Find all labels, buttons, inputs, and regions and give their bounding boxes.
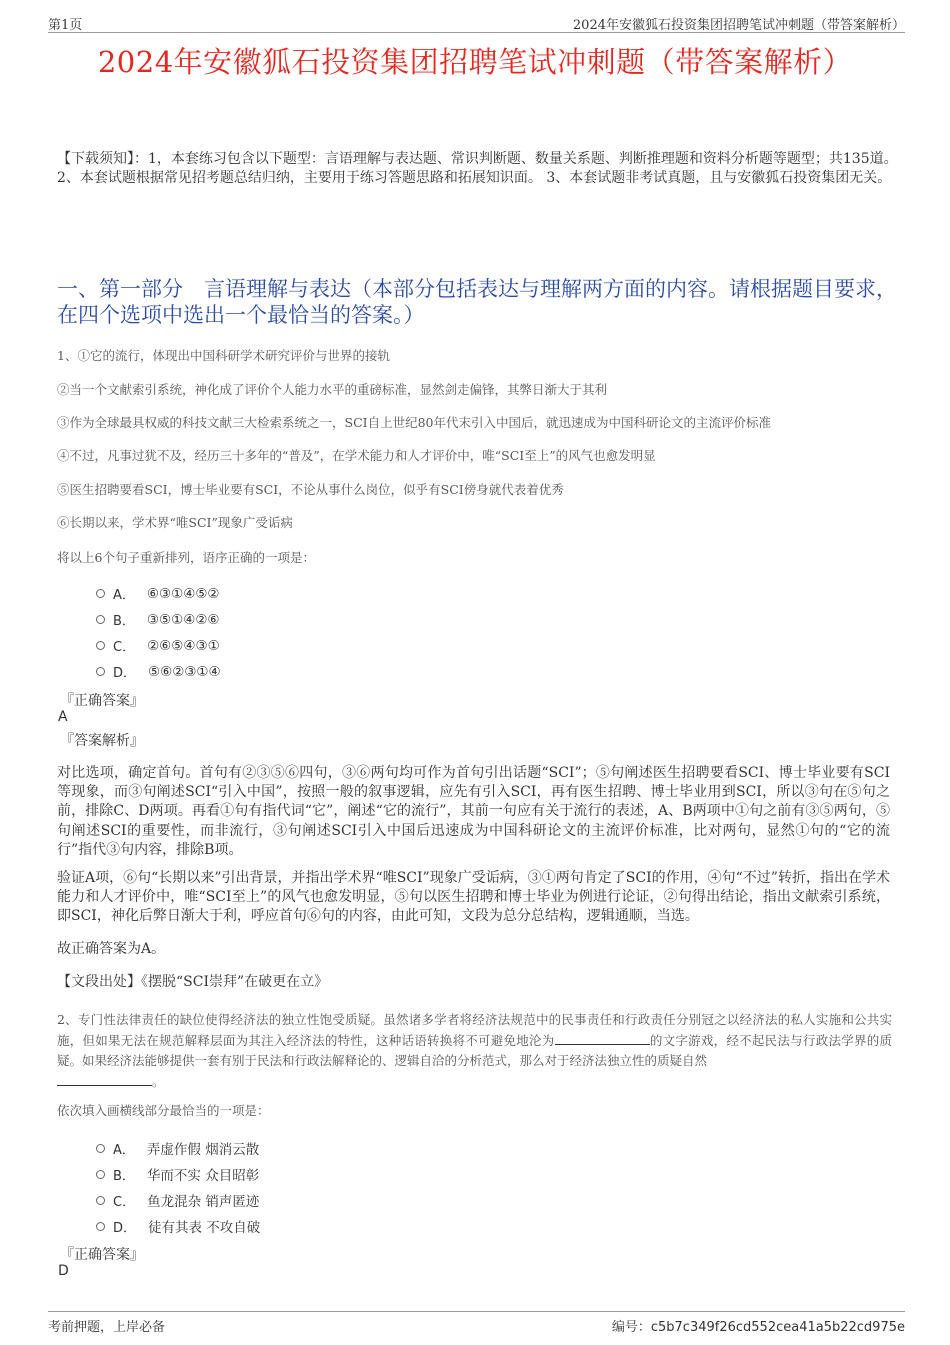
radio-icon[interactable] (96, 1144, 105, 1153)
q2-option-c[interactable]: C． 鱼龙混杂 销声匿迹 (96, 1190, 259, 1210)
q1-answer: A (58, 709, 68, 725)
q1-sentence-5: ⑤医生招聘要看SCI，博士毕业要有SCI，不论从事什么岗位，似乎有SCI傍身就代表着优秀 (57, 482, 564, 497)
q1-option-a[interactable]: A． ⑥③①④⑤② (96, 584, 220, 603)
header-doc-title: 2024年安徽狐石投资集团招聘笔试冲刺题（带答案解析） (572, 18, 905, 33)
q1-option-b[interactable]: B． ③⑤①④②⑥ (96, 610, 220, 629)
q1-sentence-3: ③作为全球最具权威的科技文献三大检索系统之一，SCI自上世纪80年代末引入中国后，就迅速成为中国科研论文的主流评价标准 (57, 415, 771, 430)
q1-sentence-1: 1、①它的流行，体现出中国科研学术研究评价与世界的接轨 (57, 348, 390, 363)
page-header (48, 10, 905, 33)
q2-prompt: 依次填入画横线部分最恰当的一项是： (57, 1103, 270, 1118)
q1-analysis-para-1: 对比选项，确定首句。首句有②③⑤⑥四句，③⑥两句均可作为首句引出话题“SCI”；⑤句阐述医生招聘要看SCI、博士毕业要有SCI等现象，而③句阐述SCI“引入中国”，按照一般的叙事逻辑，应先有引入SCI，再有医生招聘、博士毕业用到SCI，所以③句在⑤句之前，排除C、D两项。再看①句有指代词“它”，阐述“它的流行”，其前一句应有关于流行的表述，A、B两项中①句之前有③⑤两句，⑤句阐述SCI的重要性，而非流行，③句阐述SCI引入中国后迅速成为中国科研论文的主流评价标准，比对两句，显然①句的“它的流行”指代③句内容，排除B项。 (57, 765, 890, 858)
radio-icon[interactable] (96, 641, 105, 650)
radio-icon[interactable] (96, 1222, 105, 1231)
radio-icon[interactable] (96, 1170, 105, 1179)
footer-slogan: 考前押题，上岸必备 (48, 1320, 166, 1335)
page-footer (48, 1311, 905, 1335)
blank-line-1[interactable] (555, 1033, 650, 1045)
q1-answer-label: 『正确答案』 (60, 693, 144, 709)
q2-stem: 2、专门性法律责任的缺位使得经济法的独立性饱受质疑。虽然诸多学者将经济法规范中的民事责任和行政责任分别冠之以经济法的私人实施和公共实施，但如果无法在规范解释层面为其注入经济法的特性，这种话语转换将不可避免地沦为 的文字游戏，经不起民法与行政法学界的质疑。如果经济法能够提供一套有别于民法和行政法解释论的、逻辑自洽的分析范式，那么对于经济法独立性的质疑自然 。 (57, 1012, 892, 1089)
q2-option-b[interactable]: B． 华而不实 众目昭彰 (96, 1164, 259, 1184)
radio-icon[interactable] (96, 1196, 105, 1205)
q1-sentence-2: ②当一个文献索引系统，神化成了评价个人能力水平的重磅标准，显然剑走偏锋，其弊日渐大于其利 (57, 382, 608, 397)
q2-answer: D (58, 1263, 69, 1279)
q2-option-a[interactable]: A． 弄虚作假 烟消云散 (96, 1138, 259, 1158)
q1-prompt: 将以上6个句子重新排列，语序正确的一项是： (57, 550, 315, 565)
blank-line-2[interactable] (57, 1074, 152, 1086)
q1-option-c[interactable]: C． ②⑥⑤④③① (96, 636, 220, 655)
radio-icon[interactable] (96, 667, 105, 676)
section-heading: 一、第一部分 言语理解与表达（本部分包括表达与理解两方面的内容。请根据题目要求，在四个选项中选出一个最恰当的答案。） (57, 277, 897, 327)
q1-analysis-para-2: 验证A项，⑥句“长期以来”引出背景，并指出学术界“唯SCI”现象广受诟病，③①两句肯定了SCI的作用，④句“不过”转折，指出在学术能力和人才评价中，唯“SCI至上”的风气也愈发明显，⑤句以医生招聘和博士毕业为例进行论证，②句得出结论，指出文献索引系统，即SCI，神化后弊日渐大于利，呼应首句⑥句的内容，由此可知，文段为总分总结构，逻辑通顺，当选。 (57, 870, 890, 925)
q2-answer-label: 『正确答案』 (60, 1247, 144, 1263)
q1-sentence-4: ④不过，凡事过犹不及，经历三十多年的“普及”，在学术能力和人才评价中，唯“SCI至上”的风气也愈发明显 (57, 448, 656, 463)
q1-analysis-para-3: 故正确答案为A。 (57, 941, 166, 957)
q1-option-d[interactable]: D． ⑤⑥②③①④ (96, 662, 221, 681)
radio-icon[interactable] (96, 615, 105, 624)
page-number: 第1页 (48, 18, 83, 33)
q2-option-d[interactable]: D． 徒有其表 不攻自破 (96, 1216, 260, 1236)
radio-icon[interactable] (96, 589, 105, 598)
page-title: 2024年安徽狐石投资集团招聘笔试冲刺题（带答案解析） (97, 45, 853, 79)
download-notice: 【下载须知】：1，本套练习包含以下题型：言语理解与表达题、常识判断题、数量关系题、判断推理题和资料分析题等题型；共135道。 2、本套试题根据常见招考题总结归纳，主要用于练习答题思路和拓展知识面。 3、本套试题非考试真题，且与安徽狐石投资集团无关。 (57, 151, 898, 186)
q1-sentence-6: ⑥长期以来，学术界“唯SCI”现象广受诟病 (57, 515, 293, 530)
q1-analysis-label: 『答案解析』 (60, 733, 144, 749)
q1-source: 【文段出处】《摆脱“SCI崇拜”在破更在立》 (57, 974, 329, 990)
footer-code: 编号：c5b7c349f26cd552cea41a5b22cd975e (611, 1320, 905, 1335)
